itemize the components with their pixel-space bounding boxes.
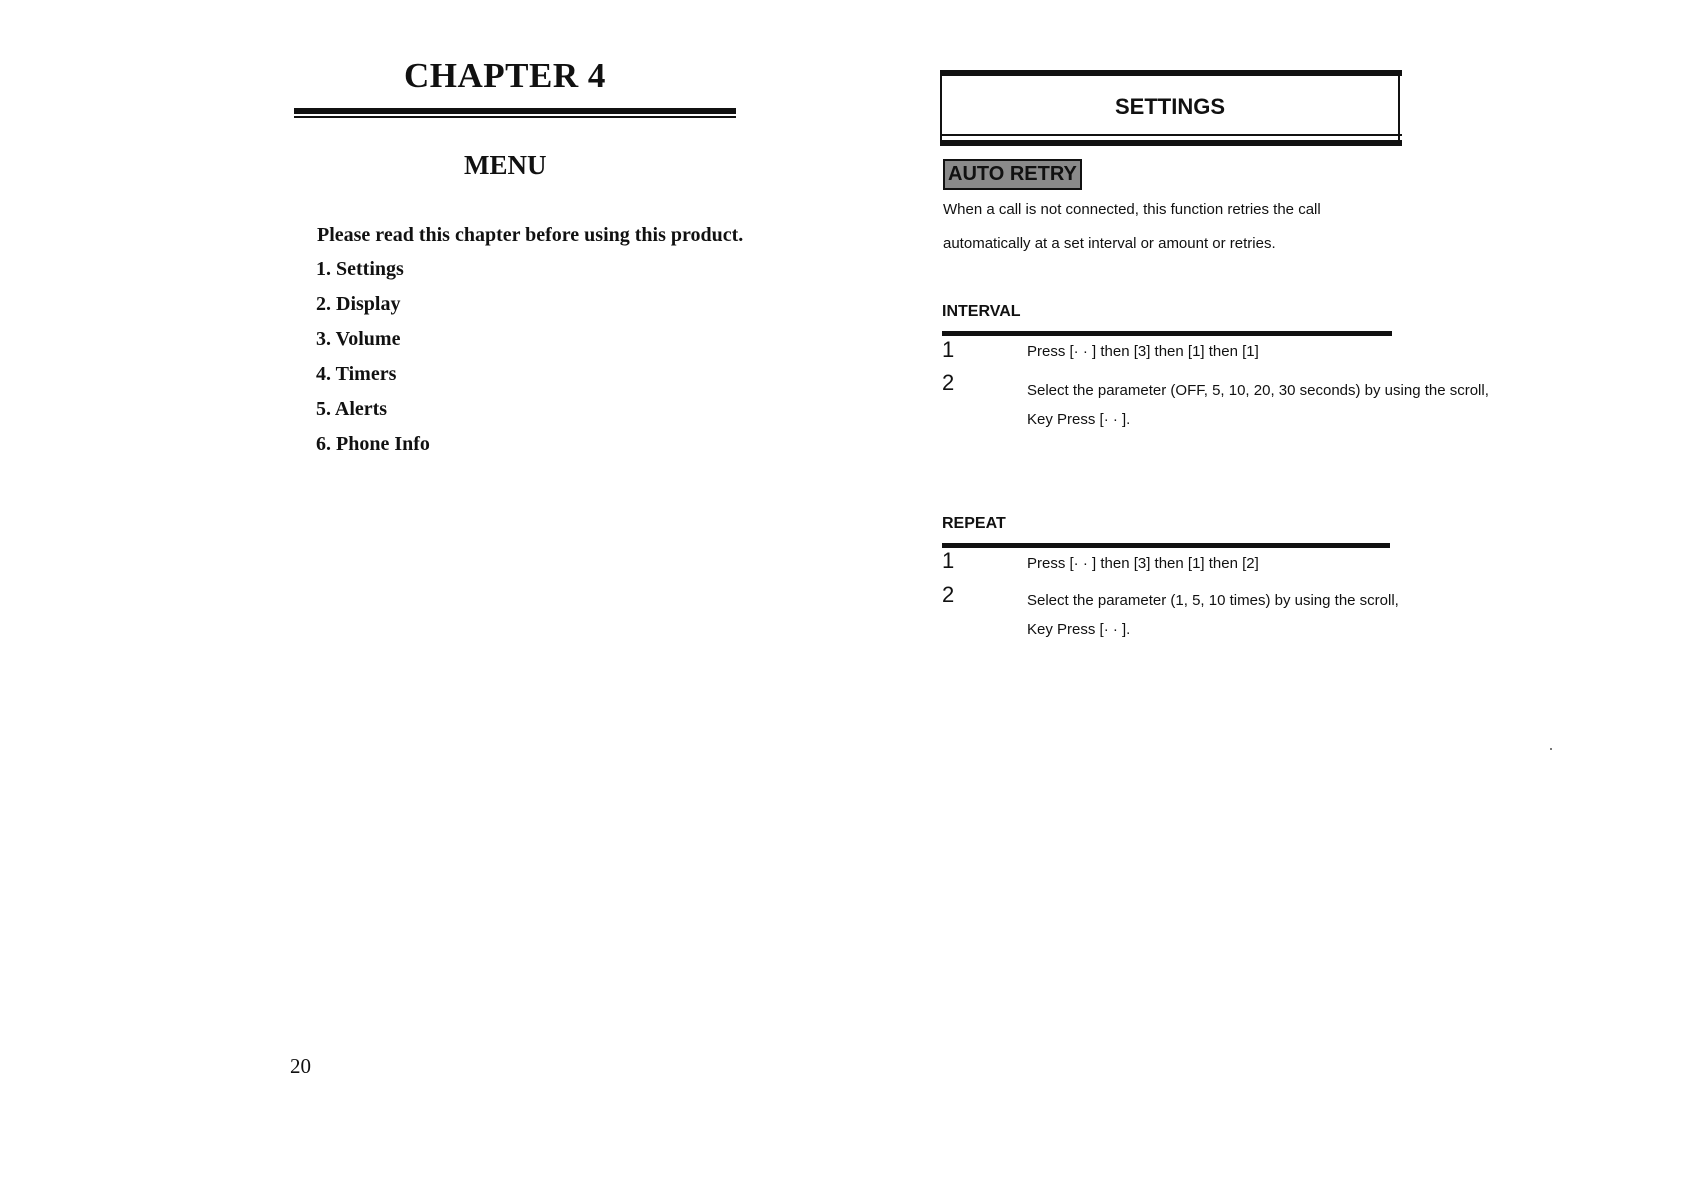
repeat-label: REPEAT [942, 515, 1006, 532]
settings-box-top-rule [940, 70, 1402, 76]
interval-label: INTERVAL [942, 303, 1021, 320]
repeat-step-2-keypress: Key Press [· · ]. [1027, 621, 1131, 638]
repeat-rule [942, 543, 1390, 548]
menu-heading: MENU [464, 150, 547, 180]
repeat-step-2-text: Select the parameter (1, 5, 10 times) by using the scroll, [1027, 592, 1399, 609]
auto-retry-badge: AUTO RETRY [943, 159, 1082, 190]
interval-step-1-text: Press [· · ] then [3] then [1] then [1] [1027, 343, 1259, 360]
chapter-divider-thick [294, 108, 736, 114]
settings-title-box [940, 70, 1400, 144]
menu-list [316, 257, 430, 467]
menu-item-phone-info: 6. Phone Info [316, 433, 430, 455]
repeat-step-1-text: Press [· · ] then [3] then [1] then [2] [1027, 555, 1259, 572]
interval-step-2-number: 2 [942, 370, 955, 395]
scan-speck [1550, 748, 1552, 750]
menu-item-display: 2. Display [316, 293, 401, 315]
settings-box-thick-rule [940, 140, 1402, 146]
repeat-step-1-number: 1 [942, 548, 955, 573]
description-line-1: When a call is not connected, this function retries the call [943, 201, 1321, 218]
settings-box-thin-rule [940, 134, 1402, 136]
interval-step-1-number: 1 [942, 337, 955, 362]
interval-step-2-keypress: Key Press [· · ]. [1027, 411, 1131, 428]
page-number: 20 [290, 1054, 311, 1078]
menu-item-settings: 1. Settings [316, 258, 404, 280]
description-line-2: automatically at a set interval or amount or retries. [943, 235, 1276, 252]
repeat-step-2-number: 2 [942, 582, 955, 607]
menu-item-volume: 3. Volume [316, 328, 401, 350]
settings-title: SETTINGS [1114, 94, 1225, 119]
menu-item-alerts: 5. Alerts [316, 398, 388, 420]
menu-item-timers: 4. Timers [316, 363, 397, 385]
interval-rule [942, 331, 1392, 336]
chapter-divider [294, 108, 736, 118]
intro-text: Please read this chapter before using this product. [317, 224, 744, 246]
interval-step-2-text: Select the parameter (OFF, 5, 10, 20, 30 seconds) by using the scroll, [1027, 382, 1489, 399]
chapter-divider-thin [294, 116, 736, 118]
chapter-title: CHAPTER 4 [404, 56, 606, 95]
